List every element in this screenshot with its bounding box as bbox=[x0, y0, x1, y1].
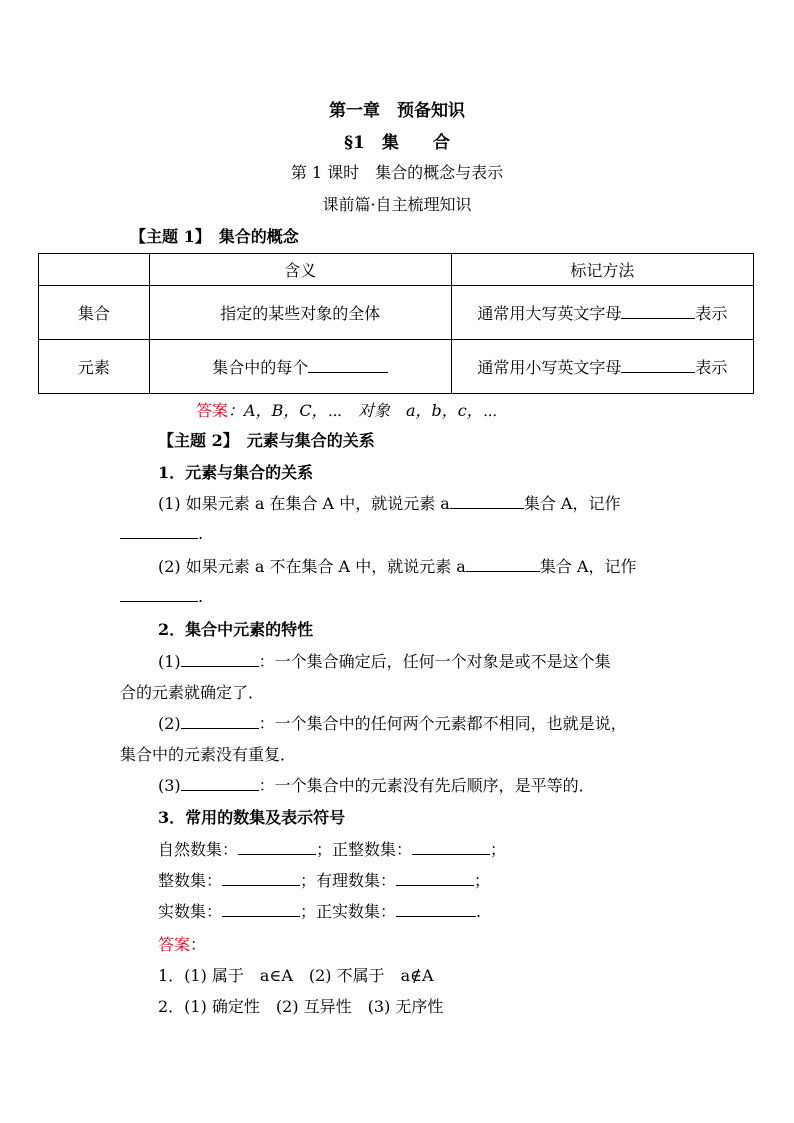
table-cell-term: 元素 bbox=[39, 340, 150, 394]
answer-line-1: 1．(1) 属于 a∈A (2) 不属于 a∉A bbox=[158, 966, 434, 985]
punct: ； bbox=[300, 902, 317, 921]
table-header-cell: 标记方法 bbox=[451, 254, 753, 286]
property-text: ：一个集合中的任何两个元素都不相同，也就是说， bbox=[258, 714, 627, 733]
answer-blank bbox=[450, 493, 524, 509]
answer-blank bbox=[222, 870, 300, 886]
subsection-title: 1．元素与集合的关系 bbox=[158, 463, 314, 482]
section-title: §1 集 合 bbox=[344, 133, 450, 153]
concept-table bbox=[38, 253, 754, 394]
subtitle: 课前篇·自主梳理知识 bbox=[322, 195, 472, 214]
subsection-title: 2．集合中元素的特性 bbox=[158, 620, 314, 639]
answer-line-2: 2．(1) 确定性 (2) 互异性 (3) 无序性 bbox=[158, 997, 444, 1016]
table-row bbox=[39, 286, 754, 340]
answer-label: 答案 bbox=[196, 401, 229, 420]
punct: ； bbox=[474, 871, 491, 890]
property-text: ：一个集合中的元素没有先后顺序，是平等的． bbox=[258, 776, 595, 795]
answer-blank bbox=[621, 357, 695, 373]
answer-blank bbox=[181, 713, 259, 729]
paragraph-text: 集合 A，记作 bbox=[523, 494, 621, 513]
paragraph-1-cont bbox=[120, 523, 203, 543]
property-label: (3) bbox=[158, 776, 181, 795]
answer-blank bbox=[238, 839, 316, 855]
paragraph-text: (1) 如果元素 a 在集合 A 中，就说元素 a bbox=[158, 494, 450, 513]
paragraph-2 bbox=[158, 554, 636, 577]
property-3 bbox=[158, 773, 595, 796]
set-label: 自然数集： bbox=[158, 840, 239, 859]
property-1-cont: 合的元素就确定了． bbox=[120, 683, 265, 702]
punct: ； bbox=[316, 840, 333, 859]
paragraph-text: 集合 A，记作 bbox=[539, 557, 637, 576]
topic1-answer bbox=[196, 398, 497, 421]
mark-prefix: 通常用大写英文字母 bbox=[477, 304, 622, 323]
table-cell-term: 集合 bbox=[39, 286, 150, 340]
punct: ； bbox=[300, 871, 317, 890]
property-2 bbox=[158, 711, 627, 734]
number-sets-row-2 bbox=[158, 868, 490, 891]
table-cell-meaning: 指定的某些对象的全体 bbox=[149, 286, 451, 340]
property-1 bbox=[158, 649, 611, 672]
answer-blank bbox=[181, 775, 259, 791]
table-row bbox=[39, 340, 754, 394]
subsection-title: 3．常用的数集及表示符号 bbox=[158, 808, 346, 827]
chapter-title: 第一章 预备知识 bbox=[329, 101, 465, 121]
answer-blank bbox=[412, 839, 490, 855]
set-label: 整数集： bbox=[158, 871, 223, 890]
number-sets-row-1 bbox=[158, 837, 506, 860]
table-header-cell bbox=[39, 254, 150, 286]
lesson-title: 第 1 课时 集合的概念与表示 bbox=[290, 163, 504, 182]
mark-prefix: 通常用小写英文字母 bbox=[477, 358, 622, 377]
set-label: 正实数集： bbox=[316, 902, 397, 921]
answer-blank bbox=[181, 651, 259, 667]
table-cell-mark bbox=[451, 286, 753, 340]
paragraph-text: . bbox=[198, 524, 204, 543]
topic2-title: 【主题 2】 元素与集合的关系 bbox=[158, 431, 375, 450]
topic1-title: 【主题 1】 集合的概念 bbox=[130, 227, 299, 246]
mark-suffix: 表示 bbox=[695, 358, 728, 377]
meaning-prefix: 集合中的每个 bbox=[212, 358, 309, 377]
table-cell-meaning bbox=[149, 340, 451, 394]
answer-text: ：A，B，C，⋯ 对象 a，b，c，⋯ bbox=[228, 401, 498, 420]
answer-blank bbox=[396, 901, 476, 917]
answer-blank bbox=[222, 901, 300, 917]
punct: ； bbox=[490, 840, 507, 859]
topic2-answer-heading bbox=[158, 932, 206, 955]
property-label: (2) bbox=[158, 714, 181, 733]
answer-blank bbox=[396, 870, 474, 886]
paragraph-1 bbox=[158, 491, 620, 514]
paragraph-text: . bbox=[198, 587, 204, 606]
table-header-cell: 含义 bbox=[149, 254, 451, 286]
table-header-row bbox=[39, 254, 754, 286]
set-label: 正整数集： bbox=[332, 840, 413, 859]
mark-suffix: 表示 bbox=[695, 304, 728, 323]
number-sets-row-3 bbox=[158, 899, 481, 922]
punct: . bbox=[476, 902, 482, 921]
property-text: ：一个集合确定后，任何一个对象是或不是这个集 bbox=[258, 652, 611, 671]
answer-blank bbox=[120, 586, 198, 602]
answer-blank bbox=[120, 523, 198, 539]
answer-label: 答案 bbox=[158, 935, 191, 954]
answer-blank bbox=[466, 556, 540, 572]
answer-blank bbox=[621, 303, 695, 319]
set-label: 实数集： bbox=[158, 902, 223, 921]
paragraph-text: (2) 如果元素 a 不在集合 A 中，就说元素 a bbox=[158, 557, 466, 576]
table-cell-mark bbox=[451, 340, 753, 394]
property-label: (1) bbox=[158, 652, 181, 671]
property-2-cont: 集合中的元素没有重复． bbox=[120, 745, 297, 764]
paragraph-2-cont bbox=[120, 586, 203, 606]
punct: ： bbox=[190, 935, 207, 954]
answer-blank bbox=[308, 357, 388, 373]
set-label: 有理数集： bbox=[316, 871, 397, 890]
